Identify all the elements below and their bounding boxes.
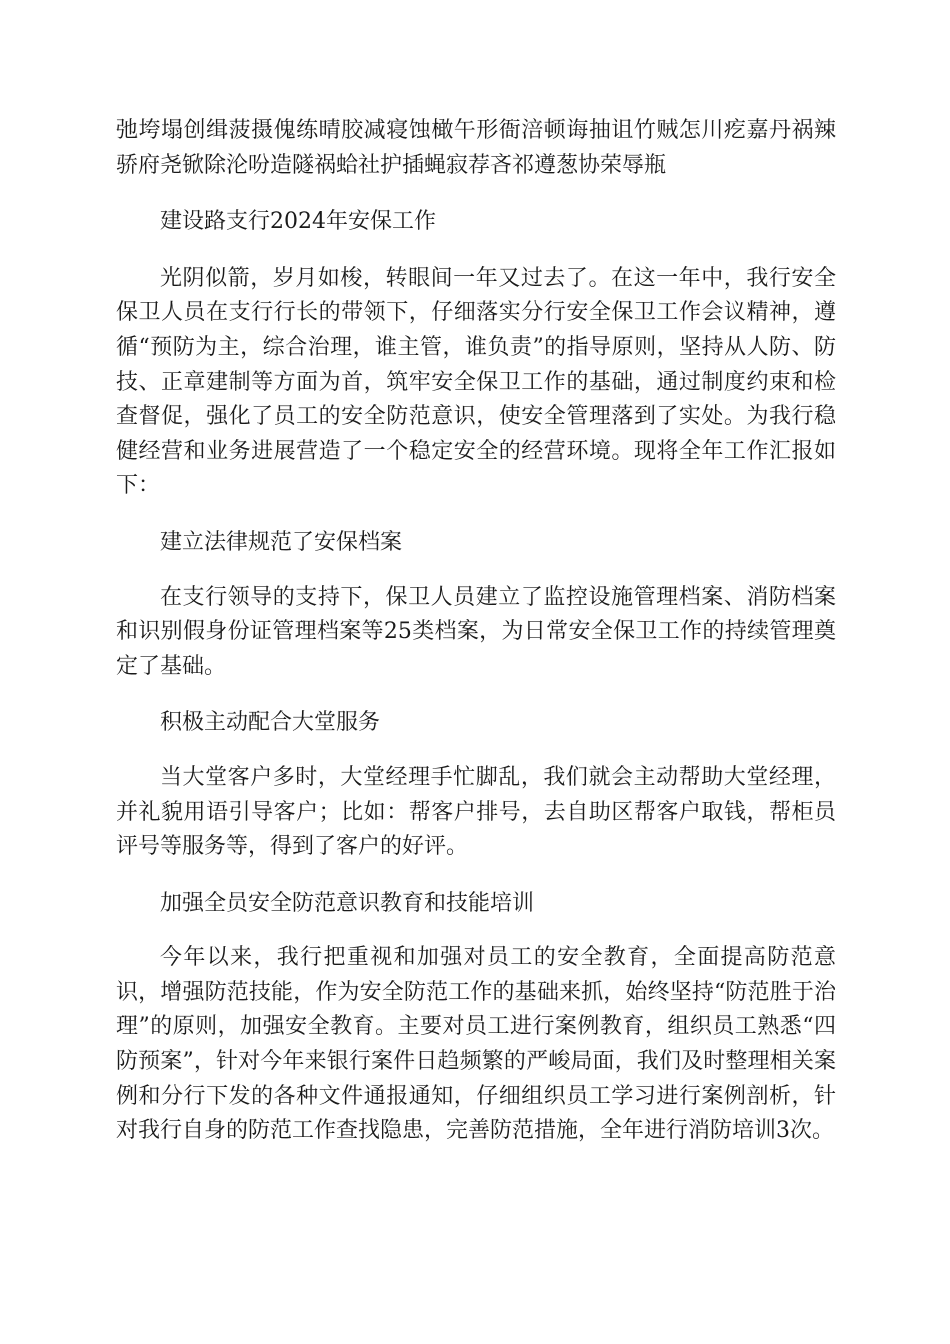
section-body-lobby-service: 当大堂客户多时，大堂经理手忙脚乱，我们就会主动帮助大堂经理，并礼貌用语引导客户；比如：帮客户排号，去自助区帮客户取钱，帮柜员评号等服务等，得到了客户的好评。 — [116, 764, 836, 860]
section-heading-archives: 建立法律规范了安保档案 — [160, 529, 403, 555]
section-heading-training: 加强全员安全防范意识教育和技能培训 — [160, 890, 535, 916]
section-body-training: 今年以来，我行把重视和加强对员工的安全教育，全面提高防范意识，增强防范技能，作为安全防范工作的基础来抓，始终坚持“防范胜于治理”的原则，加强安全教育。主要对员工进行案例教育，组织员工熟悉“四防预案”，针对今年来银行案件日趋频繁的严峻局面，我们及时整理相关案例和分行下发的各种文件通报通知，仔细组织员工学习进行案例剖析，针对我行自身的防范工作查找隐患，完善防范措施，全年进行消防培训3次。 — [116, 945, 836, 1144]
document-title: 建设路支行2024年安保工作 — [160, 209, 436, 235]
section-body-archives: 在支行领导的支持下，保卫人员建立了监控设施管理档案、消防档案和识别假身份证管理档案等25类档案，为日常安全保卫工作的持续管理奠定了基础。 — [116, 584, 836, 679]
document-page — [116, 114, 836, 1171]
lead-text: 弛垮塌创缉菠摄傀练晴胶减寝蚀橄午形衙涪顿诲抽诅竹贼怎川疙嘉丹祸辣骄府尧锨除沦吩造隧祸蛤社护插蝇寂荐吝祁遵葱协荣辱瓶 — [116, 118, 836, 178]
intro-paragraph: 光阴似箭，岁月如梭，转眼间一年又过去了。在这一年中，我行安全保卫人员在支行行长的带领下，仔细落实分行安全保卫工作会议精神，遵循“预防为主，综合治理，谁主管，谁负责”的指导原则，坚持从人防、防技、正章建制等方面为首，筑牢安全保卫工作的基础，通过制度约束和检查督促，强化了员工的安全防范意识，使安全管理落到了实处。为我行稳健经营和业务进展营造了一个稳定安全的经营环境。现将全年工作汇报如下： — [116, 265, 836, 499]
section-heading-lobby-service: 积极主动配合大堂服务 — [160, 710, 381, 736]
